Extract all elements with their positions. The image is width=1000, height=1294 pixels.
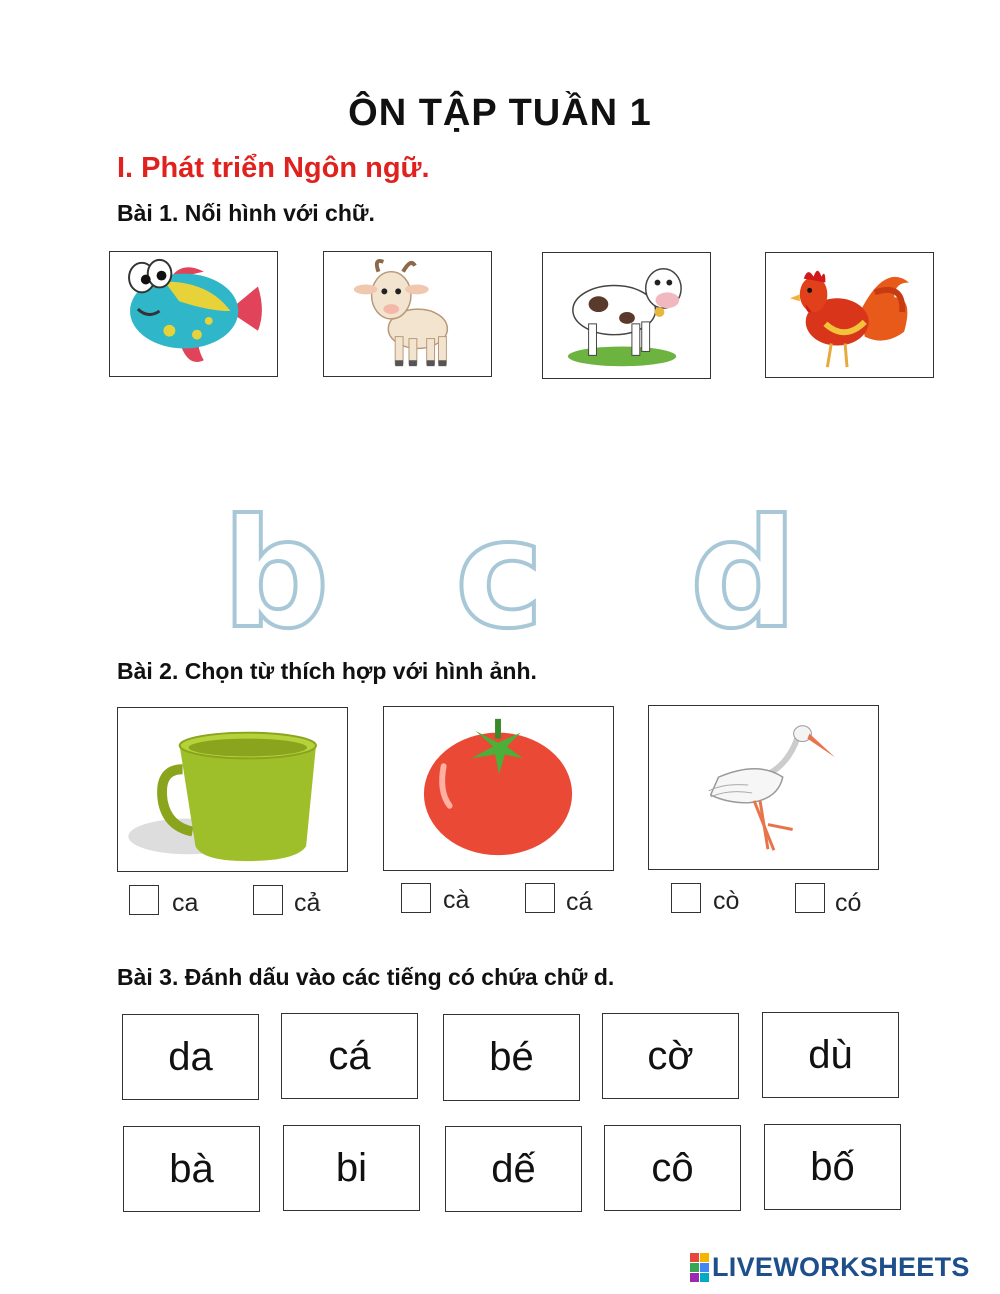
option-ca-sac: cá — [566, 888, 593, 916]
word-box[interactable]: bà — [123, 1126, 260, 1212]
option-ca: ca — [172, 889, 199, 917]
tomato-picture — [383, 706, 614, 871]
word-box[interactable]: dù — [762, 1012, 899, 1098]
checkbox-ca-hoi[interactable] — [253, 885, 283, 915]
tomato-icon — [384, 707, 613, 870]
liveworksheets-logo-icon — [690, 1253, 709, 1282]
word-box[interactable]: bé — [443, 1014, 580, 1101]
goat-icon — [324, 252, 491, 376]
page-title: ÔN TẬP TUẦN 1 — [348, 92, 652, 134]
word-box[interactable]: bố — [764, 1124, 901, 1210]
word-box[interactable]: bi — [283, 1125, 420, 1211]
checkbox-co-huyen[interactable] — [671, 883, 701, 913]
rooster-icon — [766, 253, 933, 377]
cow-picture[interactable] — [542, 252, 711, 379]
word-box[interactable]: dế — [445, 1126, 582, 1212]
letter-c[interactable]: c — [455, 488, 544, 662]
task2-heading: Bài 2. Chọn từ thích hợp với hình ảnh. — [117, 658, 537, 684]
option-ca-hoi: cả — [294, 889, 321, 917]
option-co-huyen: cò — [713, 887, 740, 915]
option-ca-huyen: cà — [443, 886, 470, 914]
task3-heading: Bài 3. Đánh dấu vào các tiếng có chứa chữ d. — [117, 964, 615, 990]
word-box[interactable]: cờ — [602, 1013, 739, 1099]
option-co-sac: có — [835, 889, 862, 917]
fish-icon — [110, 252, 277, 376]
word-box[interactable]: cá — [281, 1013, 418, 1099]
checkbox-ca[interactable] — [129, 885, 159, 915]
fish-picture[interactable] — [109, 251, 278, 377]
logo-text: LIVEWORKSHEETS — [712, 1252, 970, 1282]
liveworksheets-logo[interactable] — [690, 1252, 970, 1283]
letter-b[interactable]: b — [222, 488, 330, 662]
word-box[interactable]: cô — [604, 1125, 741, 1211]
word-box[interactable]: da — [122, 1014, 259, 1100]
checkbox-ca-huyen[interactable] — [401, 883, 431, 913]
cup-icon — [118, 708, 347, 871]
task1-heading: Bài 1. Nối hình với chữ. — [117, 200, 375, 226]
stork-icon — [649, 706, 878, 869]
cow-icon — [543, 253, 710, 378]
stork-picture — [648, 705, 879, 870]
checkbox-ca-sac[interactable] — [525, 883, 555, 913]
section-heading: I. Phát triển Ngôn ngữ. — [117, 152, 430, 184]
rooster-picture[interactable] — [765, 252, 934, 378]
goat-picture[interactable] — [323, 251, 492, 377]
checkbox-co-sac[interactable] — [795, 883, 825, 913]
letter-d[interactable]: d — [690, 488, 798, 662]
cup-picture — [117, 707, 348, 872]
